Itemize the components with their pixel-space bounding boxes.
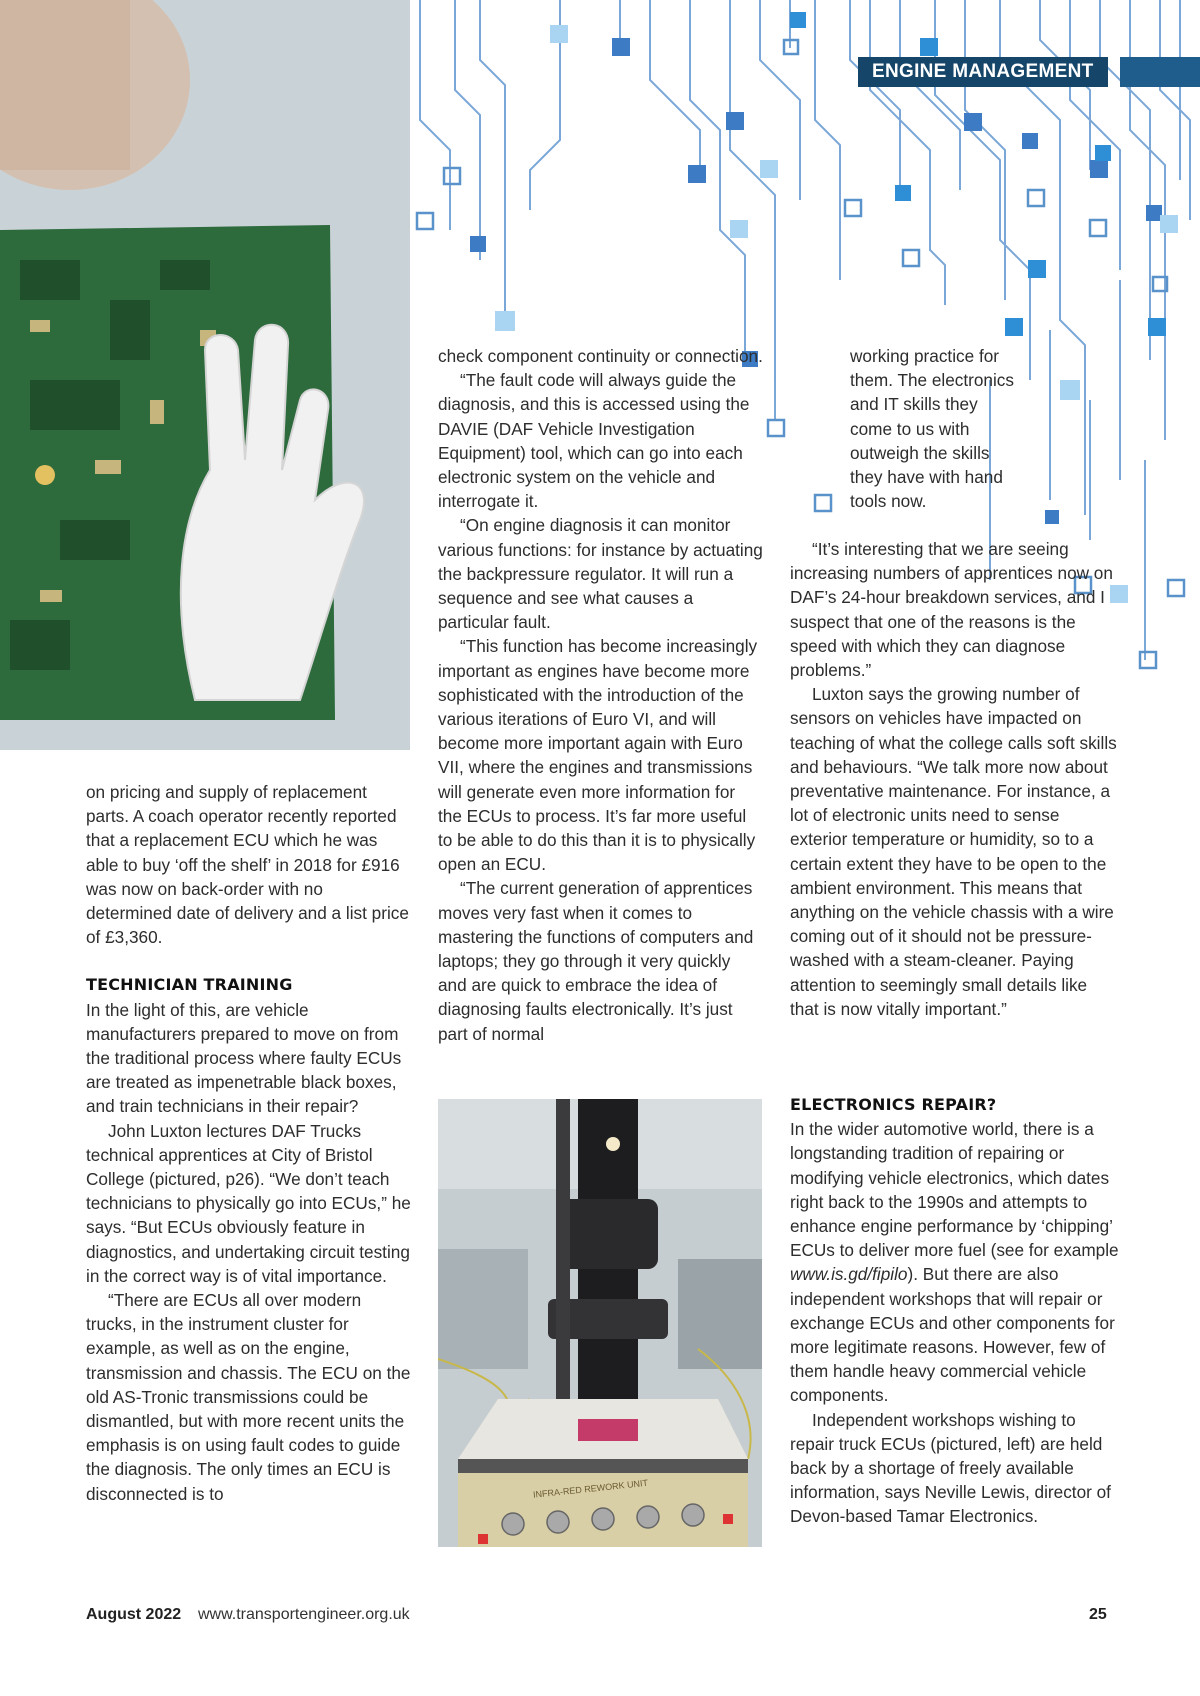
section-tag: ENGINE MANAGEMENT xyxy=(858,57,1108,87)
paragraph: “There are ECUs all over modern trucks, in the instrument cluster for example, as well as on the engine, transmission and chassis. The ECU on the old AS-Tronic transmissions could be dismantled, but with more recent units the emphasis is on using fault codes to guide the diagnosis. The only times an ECU is disconnected is to xyxy=(86,1290,411,1504)
section-heading-electronics-repair: ELECTRONICS REPAIR? xyxy=(790,1095,997,1114)
paragraph: “This function has become increasingly important as engines have become more sophisticated with the introduction of the various iterations of Euro VI, and will become more important again with Euro VII, where the engines and transmissions will generate even more information for the ECUs to process. It’s far more useful to be able to do this than it is to physically open an ECU. xyxy=(438,636,758,875)
circuit-board-illustration xyxy=(0,0,410,750)
column-3-intro xyxy=(850,344,1020,513)
rework-unit-illustration xyxy=(438,1099,762,1547)
page-number: 25 xyxy=(1089,1606,1107,1623)
column-3-electronics-repair xyxy=(790,1093,1120,1529)
web-link[interactable]: www.is.gd/fipilo xyxy=(790,1264,908,1285)
column-2 xyxy=(438,344,763,1046)
section-heading-technician-training: TECHNICIAN TRAINING xyxy=(86,975,293,995)
paragraph: on pricing and supply of replacement parts. A coach operator recently reported that a replacement ECU which he was able to buy ‘off the shelf’ in 2018 for £916 was now on back-order with no determined date of delivery and a list price of £3,360. xyxy=(86,782,409,948)
paragraph-with-link xyxy=(790,1117,1120,1407)
rework-unit-photo xyxy=(438,1099,762,1547)
section-tag-accent-bar xyxy=(1120,57,1200,87)
paragraph: working practice for them. The electronics and IT skills they come to us with outweigh the skills they have with hand tools now. xyxy=(850,346,1014,512)
footer-date: August 2022 xyxy=(86,1606,182,1623)
rework-unit-label: INFRA-RED REWORK UNIT xyxy=(532,1477,649,1500)
column-3 xyxy=(790,537,1120,1021)
circuit-board-photo xyxy=(0,0,410,750)
paragraph: Luxton says the growing number of sensors on vehicles have impacted on teaching of what the college calls soft skills and behaviours. “We talk more now about preventative maintenance. For instance, a lot of electronic units need to sense exterior temperature or humidity, so to a certain extent they have to be open to the ambient environment. This means that anything on the vehicle chassis with a wire coming out of it should not be pressure-washed with a steam-cleaner. Paying attention to seemingly small details like that is now vitally important.” xyxy=(790,684,1117,1019)
paragraph-text: ). But there are also independent workshops that will repair or exchange ECUs and other components for more legitimate reasons. However, few of them handle heavy commercial vehicle components. xyxy=(790,1264,1115,1406)
paragraph: “The fault code will always guide the diagnosis, and this is accessed using the DAVIE (DAF Vehicle Investigation Equipment) tool, which can go into each electronic system on the vehicle and interrogate it. xyxy=(438,370,750,512)
paragraph: “The current generation of apprentices moves very fast when it comes to mastering the functions of computers and laptops; they go through it very quickly and are quick to embrace the idea of diagnosing faults electronically. It’s just part of normal xyxy=(438,878,754,1044)
paragraph: Independent workshops wishing to repair truck ECUs (pictured, left) are held back by a shortage of freely available information, says Neville Lewis, director of Devon-based Tamar Electronics. xyxy=(790,1409,1111,1527)
footer-url[interactable]: www.transportengineer.org.uk xyxy=(198,1606,410,1623)
paragraph: In the light of this, are vehicle manufacturers prepared to move on from the traditional process where faulty ECUs are treated as impenetrable black boxes, and train technicians in their repair? xyxy=(86,999,402,1117)
paragraph: “It’s interesting that we are seeing increasing numbers of apprentices now on DAF’s 24-hour breakdown services, and I suspect that one of the reasons is the speed with which they can diagnose problems.” xyxy=(790,539,1113,681)
paragraph-text: In the wider automotive world, there is a longstanding tradition of repairing or modifying vehicle electronics, which dates right back to the 1990s and attempts to enhance engine performance by ‘chipping’ ECUs to deliver more fuel (see for example xyxy=(790,1119,1119,1261)
paragraph: check component continuity or connection. xyxy=(438,346,763,366)
paragraph: “On engine diagnosis it can monitor various functions: for instance by actuating the backpressure regulator. It will run a sequence and see what causes a particular fault. xyxy=(438,515,763,633)
column-1 xyxy=(86,780,411,1506)
paragraph: John Luxton lectures DAF Trucks technical apprentices at City of Bristol College (pictured, p26). “We don’t teach technicians to physically go into ECUs,” he says. “But ECUs obviously feature in diagnostics, and undertaking circuit testing in the correct way is of vital importance. xyxy=(86,1120,411,1286)
